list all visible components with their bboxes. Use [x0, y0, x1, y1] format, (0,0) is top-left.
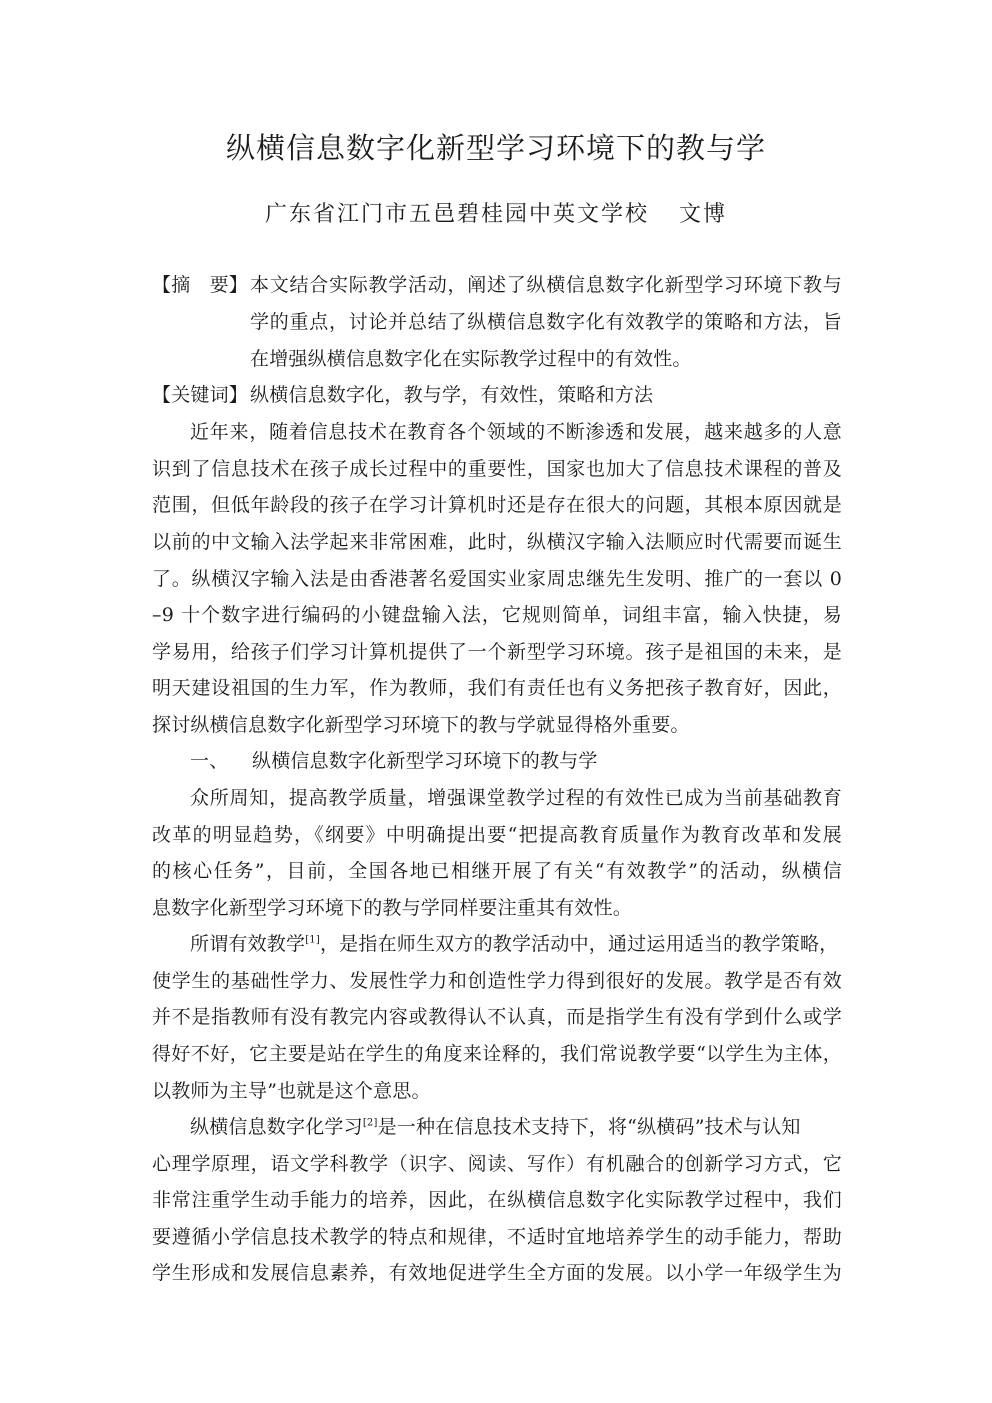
paragraph-line: 非常注重学生动手能力的培养，因此，在纵横信息数字化实际教学过程中，我们 [152, 1189, 842, 1211]
paragraph-line: 学生形成和发展信息素养，有效地促进学生全方面的发展。以小学一年级学生为 [152, 1262, 842, 1284]
paragraph-line: 心理学原理，语文学科教学（识字、阅读、写作）有机融合的创新学习方式，它 [152, 1153, 842, 1175]
intro-line: –9 十个数字进行编码的小键盘输入法，它规则简单，词组丰富，输入快捷，易 [152, 604, 842, 626]
intro-line: 了。纵横汉字输入法是由香港著名爱国实业家周忠继先生发明、推广的一套以 0 [152, 568, 842, 590]
section-number: 一、 [190, 750, 229, 772]
citation-ref: [2] [362, 1117, 378, 1129]
paragraph-line: 以教师为主导”也就是这个意思。 [152, 1080, 431, 1102]
abstract-line: 本文结合实际教学活动，阐述了纵横信息数字化新型学习环境下教与 [250, 274, 842, 296]
abstract-label: 【摘 要】 [152, 274, 249, 296]
intro-line: 学易用，给孩子们学习计算机提供了一个新型学习环境。孩子是祖国的未来，是 [152, 641, 842, 663]
intro-line: 明天建设祖国的生力军，作为教师，我们有责任也有义务把孩子教育好，因此， [152, 677, 842, 699]
keywords-text: 纵横信息数字化，教与学，有效性，策略和方法 [250, 384, 654, 406]
author-affiliation: 广东省江门市五邑碧桂园中英文学校 [264, 202, 649, 227]
paragraph-line: 使学生的基础性学力、发展性学力和创造性学力得到很好的发展。教学是否有效 [152, 970, 842, 992]
author-line [0, 197, 992, 228]
paragraph-line: 息数字化新型学习环境下的教与学同样要注重其有效性。 [152, 897, 633, 919]
intro-line: 识到了信息技术在孩子成长过程中的重要性，国家也加大了信息技术课程的普及 [152, 458, 842, 480]
intro-line: 近年来，随着信息技术在教育各个领域的不断渗透和发展，越来越多的人意 [190, 421, 842, 443]
intro-line: 探讨纵横信息数字化新型学习环境下的教与学就显得格外重要。 [152, 714, 690, 736]
paragraph-line: 众所周知，提高教学质量，增强课堂教学过程的有效性已成为当前基础教育 [190, 787, 842, 809]
abstract-line: 在增强纵横信息数字化在实际教学过程中的有效性。 [250, 348, 692, 370]
abstract-line: 学的重点，讨论并总结了纵横信息数字化有效教学的策略和方法，旨 [250, 311, 842, 333]
paragraph-line: 所谓有效教学[1]，是指在师生双方的教学活动中，通过运用适当的教学策略， [190, 933, 839, 955]
paragraph-line: 得好不好，它主要是站在学生的角度来诠释的，我们常说教学要“以学生为主体， [152, 1043, 842, 1065]
document-title: 纵横信息数字化新型学习环境下的教与学 [225, 131, 766, 165]
section-heading: 纵横信息数字化新型学习环境下的教与学 [252, 750, 598, 772]
paragraph-line: 的核心任务”，目前，全国各地已相继开展了有关“有效教学”的活动，纵横信 [152, 860, 842, 882]
author-name: 文博 [679, 202, 728, 227]
citation-ref: [1] [305, 934, 320, 946]
keywords-label: 【关键词】 [152, 384, 249, 406]
paragraph-line: 改革的明显趋势，《纲要》中明确提出要“把提高教育质量作为教育改革和发展 [152, 824, 842, 846]
intro-line: 范围，但低年龄段的孩子在学习计算机时还是存在很大的问题，其根本原因就是 [152, 494, 842, 516]
intro-line: 以前的中文输入法学起来非常困难，此时，纵横汉字输入法顺应时代需要而诞生 [152, 531, 842, 553]
paragraph-line: 纵横信息数字化学习[2]是一种在信息技术支持下，将“纵横码”技术与认知 [190, 1116, 801, 1138]
paragraph-line: 要遵循小学信息技术教学的特点和规律，不适时宜地培养学生的动手能力，帮助 [152, 1226, 842, 1248]
paragraph-line: 并不是指教师有没有教完内容或教得认不认真，而是指学生有没有学到什么或学 [152, 1006, 842, 1028]
